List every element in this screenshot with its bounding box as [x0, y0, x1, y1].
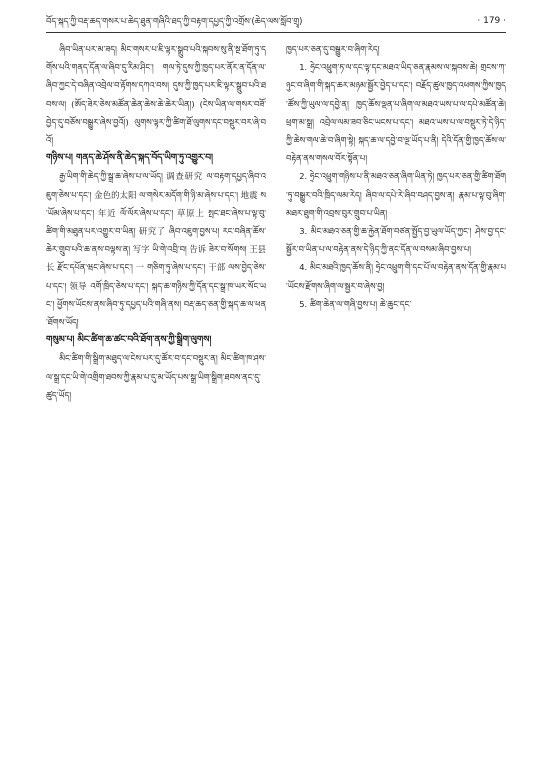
left-paragraph-1: ཞིབ་ཡིན་པར་མ་ཟད། མིང་གསར་པ་ཇི་ལྟར་སྒྲུབ་པའི་སྐབས་སུ་ནི་སྔ་ཐོག་ཏུ་དགོས་པའི་གནད་དོན་ལ་ཞིབ་དུ་རིམ་ཤིང་། གལ་ཏེ་དུས་ཀྱི་ཁྱད་པར་ནོར་ན་དོན་ལ་ཞིབ་ཀྱང་དེ་བཞིན་འབྲེལ་བ་རྟོགས་དཀའ་བས། དུས་ཀྱི་ཁྱད་པར་ཇི་ལྟར་སྒྲུབ་པའི་ཐབས་ལ། (ཨོད་ཟེར་ཅེས་མཚོན་ཆེན་ཆེས་ཆེ་ཆེར་ཡིན།) (ངེས་ཡིན་ལ་གསར་བཟོ་བྱེད་དུ་བཅོས་བསྒྱུར་ཞེས་བྱའོ།) ལུགས་ལྟར་ཀྱི་ཚིག་ཐོ་ལུགས་དང་བསྡུར་བར་ཞེ་བའོ། [46, 44, 266, 146]
running-header [46, 14, 506, 28]
left-column [46, 40, 266, 745]
left-paragraph-2: རྒྱ་ཡིག་གི་ཆེད་ཀྱི་སྒྲ་ཆ་ཞེས་པ་ལ་ཡོད། 调查研究 ལ་བརྟག་དཔྱད་ཞིབ་འཇུག་ཅེས་པ་དང་། 金色的太阳 ལ་གསེར་མདོག་གི་ཉི་མ་ཞེས་པ་དང་། 地震 ས་ཡོམ་ཞེས་པ་དང་། 年近 ལོ་ལོར་ཞེས་པ་དང་། 草原上 སྤང་ཐང་ཞེས་པ་ལྟ་བུ་ཚིག་གི་མཐུན་པར་འགྱུར་བ་ཡིན། 研究了 ཞིབ་འཇུག་བྱས་པ། རང་བཞིན་ཆོས་ཆེར་གྲུབ་པའི་ཆ་ནས་བལྟས་ན། 写字 ཡི་གེ་འབྲི་བ། 告诉 ཟེར་བ་སོགས། 王县长 རྫོང་དཔོན་ཝང་ཞེས་པ་དང་། 一 གཅིག་ཏུ་ཞེས་པ་དང་། 干部 ལས་བྱེད་ཅེས་པ་དང་། 领导 འགོ་ཁྲིད་ཅེས་པ་དང་། སྐད་ཆ་གཉིས་ཀྱི་དོན་དང་སྒྲ་ཁ་ཡར་སོང་ཡང་། ཕྱོགས་ཡོངས་ནས་ཞིབ་ཏུ་དཔྱད་པའི་གཞི་ནས། བརྡ་ཆད་ཅན་གྱི་སྐད་ཆ་ལ་ཕན་ཐོགས་ཡོད། [46, 171, 266, 328]
right-paragraph-0: ཁྱད་པར་ཅན་དུ་བསྒྱུར་བ་ཞིག་རེད། [286, 44, 380, 54]
page-number: · 179 · [477, 16, 506, 26]
right-item-1: 1. ཧྲེང་འཕྲུག་ཏ་ལ་དང་ལྟ་དང་མཐའ་ཡིད་ཅན་རྣམས་ལ་སྐབས་ཆེ། གྲངས་ཀ་ཉུང་བ་ཞིག་གི་སྐད་ཆར་མཉམ་སྦྱོར་བྱེད་པ་དང་། བརྗོད་ཚུལ་ཁྱད་འཕགས་ཀྱིས་ཁྱད་ཚོས་ཀྱི་ཡུལ་ལ་དབྱེ་ན། ཁྱད་ཆོས་ལྡན་པ་ཞིག་ལ་མཐའ་ཡས་པ་ལ་དཔེ་མཚོན་ཆེ། ཕྲག་མ་སྒྲ། འབྲེལ་ལམ་ཟབ་ཅིང་ཡངས་པ་དང་། མཐའ་ཡས་པ་ལ་བསྡུར་ཏེ་དེ་ཉིད་ཀྱི་ཆེས་གལ་ཆེ་བ་ཞིག་སྟེ། སྐད་ཆ་ལ་དབྱེ་བ་ལྔ་ཡོད་པ་ནི། དེའི་དོན་གྱི་ཁྱད་ཆོས་ལ་བརྟེན་ནས་གསལ་བོར་སྟོན་པ། [286, 62, 506, 164]
right-item-5: 5. ཚིག་ཆེན་ལ་གཞི་བྱས་པ། ཆེ་ཆུང་དང་ [299, 298, 412, 309]
left-heading-2: གསུམ་པ། མིང་ཚིག་ཆ་ཚང་བའི་ཐོག་ནས་ཀྱི་སྒྲིག་ལུགས། [46, 335, 212, 346]
left-heading-1: གཉིས་པ། གནད་ཆེ་ཤོས་ནི་ཆེད་སྐད་བོད་ཡིག་ཏུ་འགྱུར་བ། [46, 153, 213, 164]
header-rule [46, 32, 506, 33]
left-paragraph-3: མིང་ཚིག་གི་སྒྲིག་མཐུད་ལ་ངེས་པར་དུ་ཚོར་བ་དང་བསྡུར་ན། མིང་ཚིག་ཁ་ཤས་ལ་སྒྲ་དང་ཡི་གེ་འགྲིག་ཐབས་ཀྱི་རྣམ་པ་དུ་མ་ཡོད་པས་སྒྲ་ཡིག་སྒྲིག་ཐབས་ནང་དུ་ཚུད་ཡོད། [46, 353, 266, 400]
right-column [286, 40, 506, 745]
right-item-2: 2. ཧྲེང་འཕྲུག་གཉིས་པ་ནི་མཐའ་ཅན་ཞིག་ཡིན་ཏེ། ཁྱད་པར་ཅན་གྱི་ཚིག་ཐོག་ཏུ་བསྒྱུར་བའི་ཁྲིད་ལམ་རེད། ཞིབ་ལ་དཔེ་རེ་ཞིབ་བཤད་བྱས་ན། རྣམ་པ་ལྟ་བུ་ཞིག་མཐར་ཐུག་གི་འབྲས་བུར་གྲུབ་པ་ཡིན། [286, 171, 506, 218]
right-item-3: 3. མིང་མཐའ་ཅན་གྱི་ཆ་རྐྱེན་ཐོག་བཙན་སྤྱོད་བྱ་ཡུལ་ཡོད་ཀྱང་། ཤེས་བྱ་དང་སྦྱོར་བ་ཡིན་པ་ལ་བརྟེན་ནས་དེ་ཉིད་ཀྱི་ནང་དོན་ལ་བསམ་ཞིབ་བྱས་པ། [286, 226, 506, 255]
right-item-4: 4. མིང་མཐའི་ཁྱད་ཆོས་ནི། ཧྲེང་འཕྲུག་གི་དང་པོ་ལ་བརྟེན་ནས་དོན་གྱི་རྣམ་པ་ཡོངས་རྫོགས་ཞིག་ལ་སྦྱར་བ་ཞེས་བྱ། [286, 262, 506, 291]
running-title: བོད་སྐད་ཀྱི་བརྡ་ཆད་གསར་པ་ཆེད་ཐུན་གཞིའི་ཐད་ཀྱི་བརྟག་དཔྱད་ཀྱི་འགྲོས་(ཆེད་ལས་སློབ་གྲྭ) [46, 16, 303, 26]
